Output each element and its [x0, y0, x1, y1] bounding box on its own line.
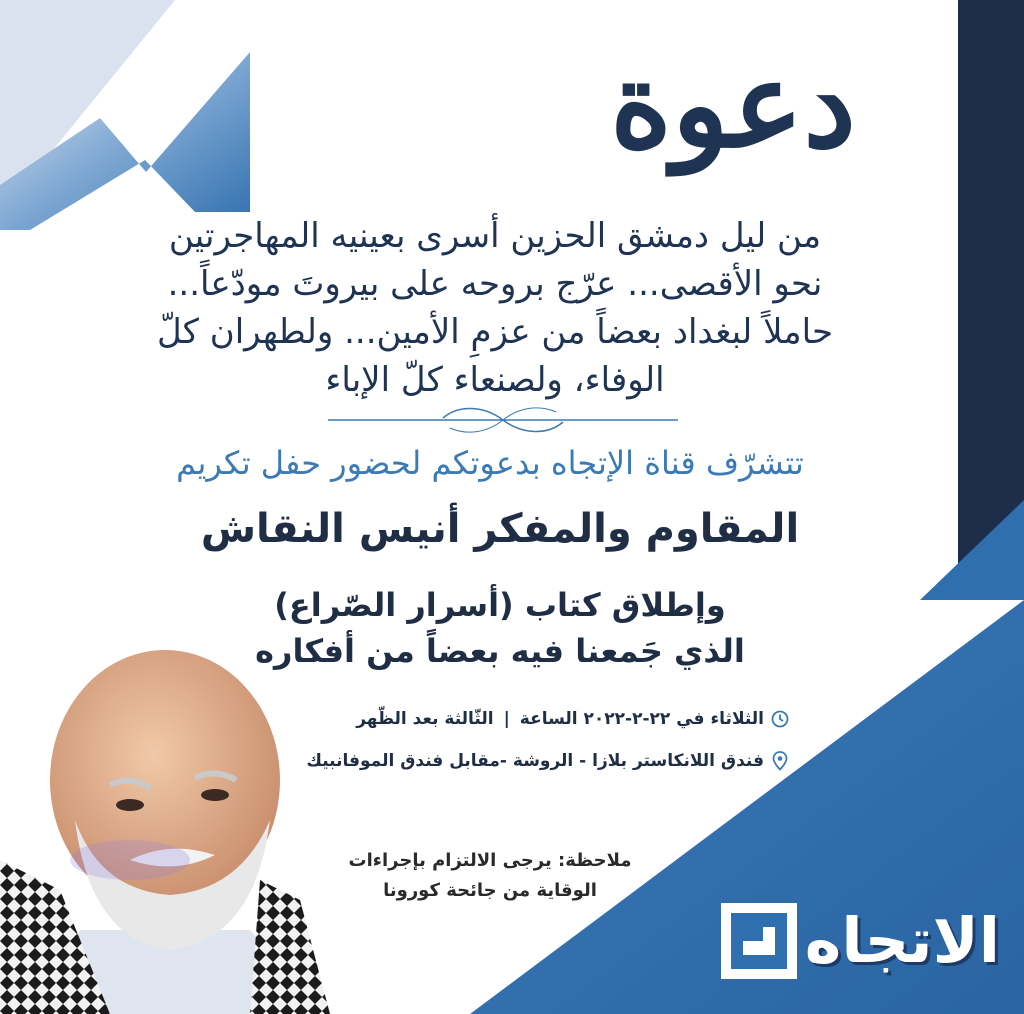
ornament-divider	[318, 400, 688, 440]
portrait-photo	[0, 640, 360, 1014]
poem-line: حاملاً لبغداد بعضاً من عزمِ الأمين... ولطهران كلّ	[157, 312, 833, 352]
invitation-line: تتشرّف قناة الإتجاه بدعوتكم لحضور حفل تكريم	[176, 444, 804, 482]
channel-logo	[655, 900, 1000, 982]
channel-logo-text: الاتجاه	[804, 904, 1000, 977]
note-line: ملاحظة: يرجى الالتزام بإجراءات	[348, 850, 632, 871]
poem-line: الوفاء، ولصنعاء كلّ الإباء	[325, 360, 665, 400]
clock-icon	[770, 709, 790, 729]
location-pin-icon	[770, 751, 790, 771]
poem-line: من ليل دمشق الحزين أسرى بعينيه المهاجرتين	[168, 216, 822, 256]
event-date: الثلاثاء في ٢٢-٢-٢٠٢٢ الساعة	[519, 709, 764, 729]
covid-note	[340, 846, 640, 906]
book-line: وإطلاق كتاب (أسرار الصّراع)	[274, 586, 726, 624]
logo-mark-icon	[721, 903, 797, 979]
event-location: فندق اللانكاستر بلازا - الروشة -مقابل فندق الموفانبيك	[306, 751, 764, 771]
event-time: الثّالثة بعد الظّهر	[356, 709, 494, 729]
poem-text	[130, 212, 860, 404]
separator: |	[503, 709, 510, 729]
book-line: الذي جَمعنا فيه بعضاً من أفكاره	[255, 632, 745, 670]
invitation-title: دعوة	[610, 35, 856, 174]
poem-line: نحو الأقصى... عرّج بروحه على بيروتَ مودّعاً...	[167, 264, 823, 304]
note-line: الوقاية من جائحة كورونا	[383, 880, 597, 901]
honoree-name: المقاوم والمفكر أنيس النقاش	[200, 506, 800, 552]
